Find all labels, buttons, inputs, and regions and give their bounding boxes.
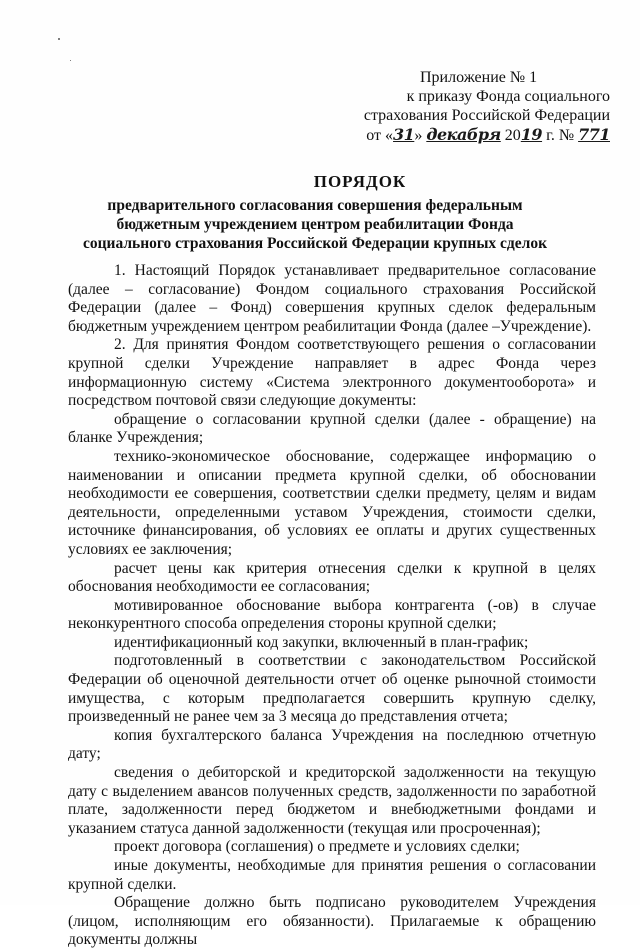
date-prefix: от «	[366, 127, 394, 144]
scan-speck	[70, 60, 71, 61]
year-prefix: 20	[500, 127, 521, 144]
list-item-contractor-justification: мотивированное обоснование выбора контрагента (-ов) в случае неконкурентного способа определения стороны крупной сделки;	[68, 596, 596, 633]
number-prefix: г. №	[542, 127, 579, 144]
list-item-debt-info: сведения о дебиторской и кредиторской задолженности на текущую дату с выделением авансов полученных средств, задолженности по заработной плате, задолженности перед бюджетом и внебюджетными фондами и указанием статуса данной задолженности (текущая или просроченная);	[68, 764, 596, 837]
appendix-fund-name: страхования Российской Федерации	[363, 107, 610, 124]
list-item-draft-contract: проект договора (соглашения) о предмете и условиях сделки;	[114, 838, 520, 856]
paragraph-2: 2. Для принятия Фондом соответствующего решения о согласовании крупной сделки Учреждение направляет в адрес Фонда через информационную систему «Система электронного документооборота» и посредством почтовой связи следующие документы:	[68, 336, 596, 410]
handwritten-month: декабря	[426, 125, 501, 144]
list-item-valuation-report: подготовленный в соответствии с законодательством Российской Федерации об оценочной деятельности отчет об оценке рыночной стоимости имущества, с которым предполагается совершить крупную сделку, произведенный не ранее чем за 3 месяца до представления отчета;	[68, 652, 596, 726]
scan-speck	[58, 38, 60, 40]
list-item-request: обращение о согласовании крупной сделки (далее - обращение) на бланке Учреждения;	[68, 410, 596, 447]
appendix-block	[340, 68, 610, 145]
handwritten-number: 771	[578, 125, 610, 144]
list-item-feasibility: технико-экономическое обоснование, содержащее информацию о наименовании и описании предмета крупной сделки, об обосновании необходимости ее совершения, соответствии сделки предмету, целям и видам деятельности, определенными уставом Учреждения, стоимости сделки, источнике финансирования, об условиях ее оплаты и других существенных условиях ее заключения;	[68, 447, 596, 558]
appendix-title: Приложение № 1	[420, 69, 538, 86]
date-mid: »	[414, 127, 427, 144]
list-item-price-calculation: расчет цены как критерия отнесения сделки к крупной в целях обоснования необходимости ее согласования;	[68, 559, 596, 596]
list-item-procurement-code: идентификационный код закупки, включенный в план-график;	[114, 633, 529, 651]
handwritten-day: 31	[393, 125, 415, 144]
handwritten-year: 19	[520, 125, 543, 144]
document-subtitle: предварительного согласования совершения федеральным бюджетным учреждением центром реабилитации Фонда социального страхования Российской Федерации крупных сделок	[82, 197, 548, 252]
appendix-order-ref: к приказу Фонда социального	[406, 88, 610, 105]
document-title: ПОРЯДОК	[313, 172, 407, 191]
paragraph-1: 1. Настоящий Порядок устанавливает предварительное согласование (далее – согласование) Фондом социального страхования Российской Федерации (далее – Фонд) совершения крупных сделок федеральным бюджетным учреждением центром реабилитации Фонда (далее –Учреждение).	[68, 262, 596, 335]
paragraph-signature-requirement: Обращение должно быть подписано руководителем Учреждения (лицом, исполняющим его обязанности). Прилагаемые к обращению документы должны	[68, 894, 596, 949]
list-item-other-documents: иные документы, необходимые для принятия решения о согласовании крупной сделки.	[68, 857, 596, 893]
document-body	[68, 262, 596, 950]
list-item-balance-sheet: копия бухгалтерского баланса Учреждения на последнюю отчетную дату;	[68, 726, 596, 763]
appendix-date-number	[340, 125, 610, 145]
